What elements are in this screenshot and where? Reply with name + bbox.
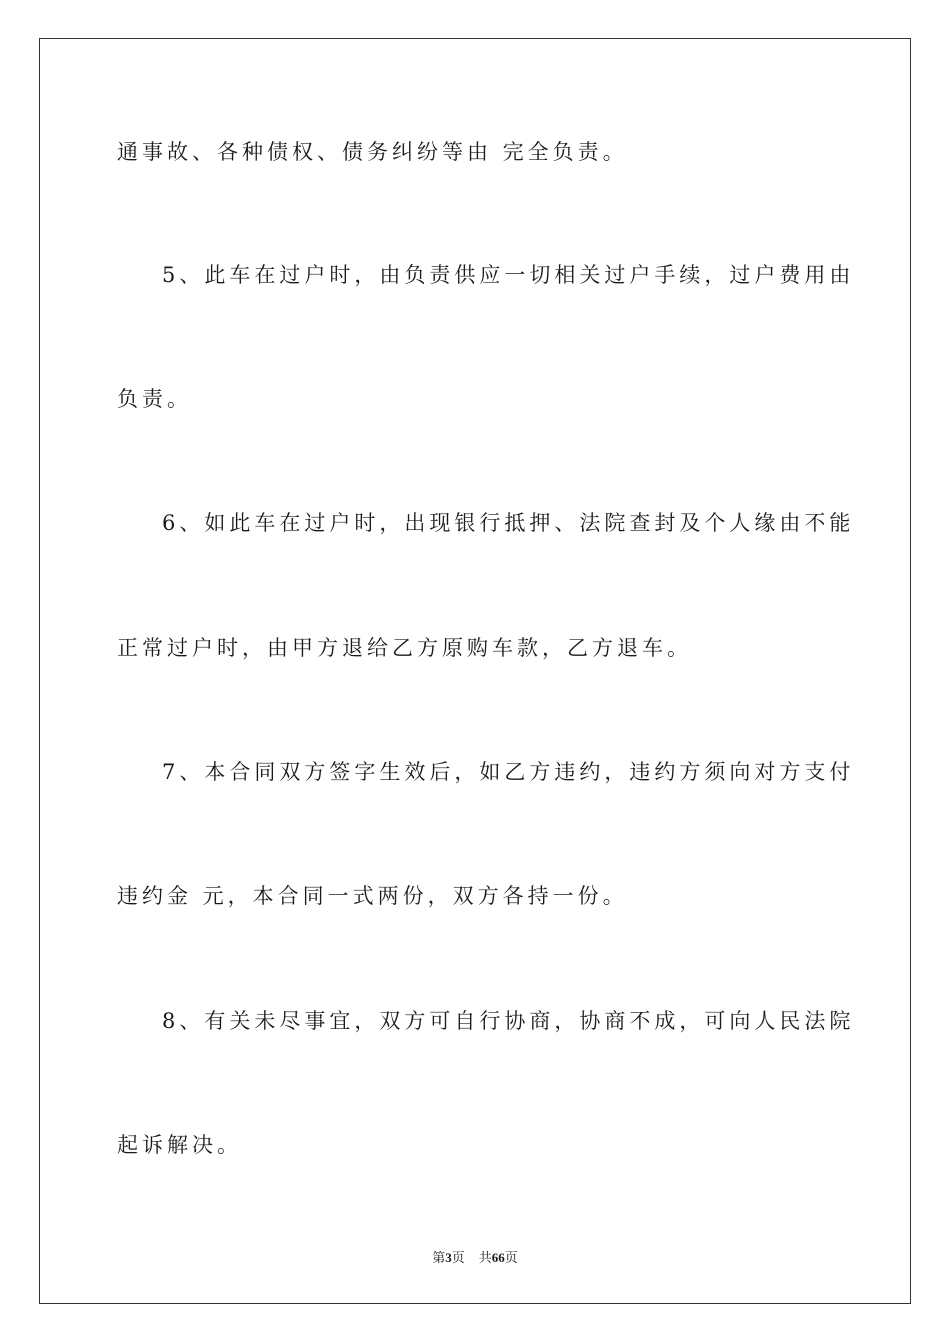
page-number: 3 — [445, 1250, 452, 1265]
page-suffix: 页 — [451, 1251, 465, 1266]
clause-7-line-1: 7、本合同双方签字生效后，如乙方违约，违约方须向对方支付 — [162, 760, 855, 784]
paragraph-4-continuation: 通事故、各种债权、债务纠纷等由 完全负责。 — [117, 140, 628, 164]
page-footer — [0, 1247, 950, 1266]
total-prefix: 共 — [478, 1251, 492, 1266]
clause-5-line-1: 5、此车在过户时，由负责供应一切相关过户手续，过户费用由 — [162, 263, 855, 287]
clause-6-line-2: 正常过户时，由甲方退给乙方原购车款，乙方退车。 — [117, 636, 692, 660]
total-pages: 66 — [491, 1250, 505, 1265]
clause-5-line-2: 负责。 — [117, 387, 192, 411]
clause-6-line-1: 6、如此车在过户时，出现银行抵押、法院查封及个人缘由不能 — [162, 511, 855, 535]
page-prefix: 第 — [432, 1251, 446, 1266]
page-border — [39, 38, 911, 1304]
clause-7-line-2: 违约金 元，本合同一式两份，双方各持一份。 — [117, 884, 628, 908]
clause-8-line-1: 8、有关未尽事宜，双方可自行协商，协商不成，可向人民法院 — [162, 1009, 855, 1033]
clause-8-line-2: 起诉解决。 — [117, 1133, 242, 1157]
total-suffix: 页 — [504, 1251, 518, 1266]
